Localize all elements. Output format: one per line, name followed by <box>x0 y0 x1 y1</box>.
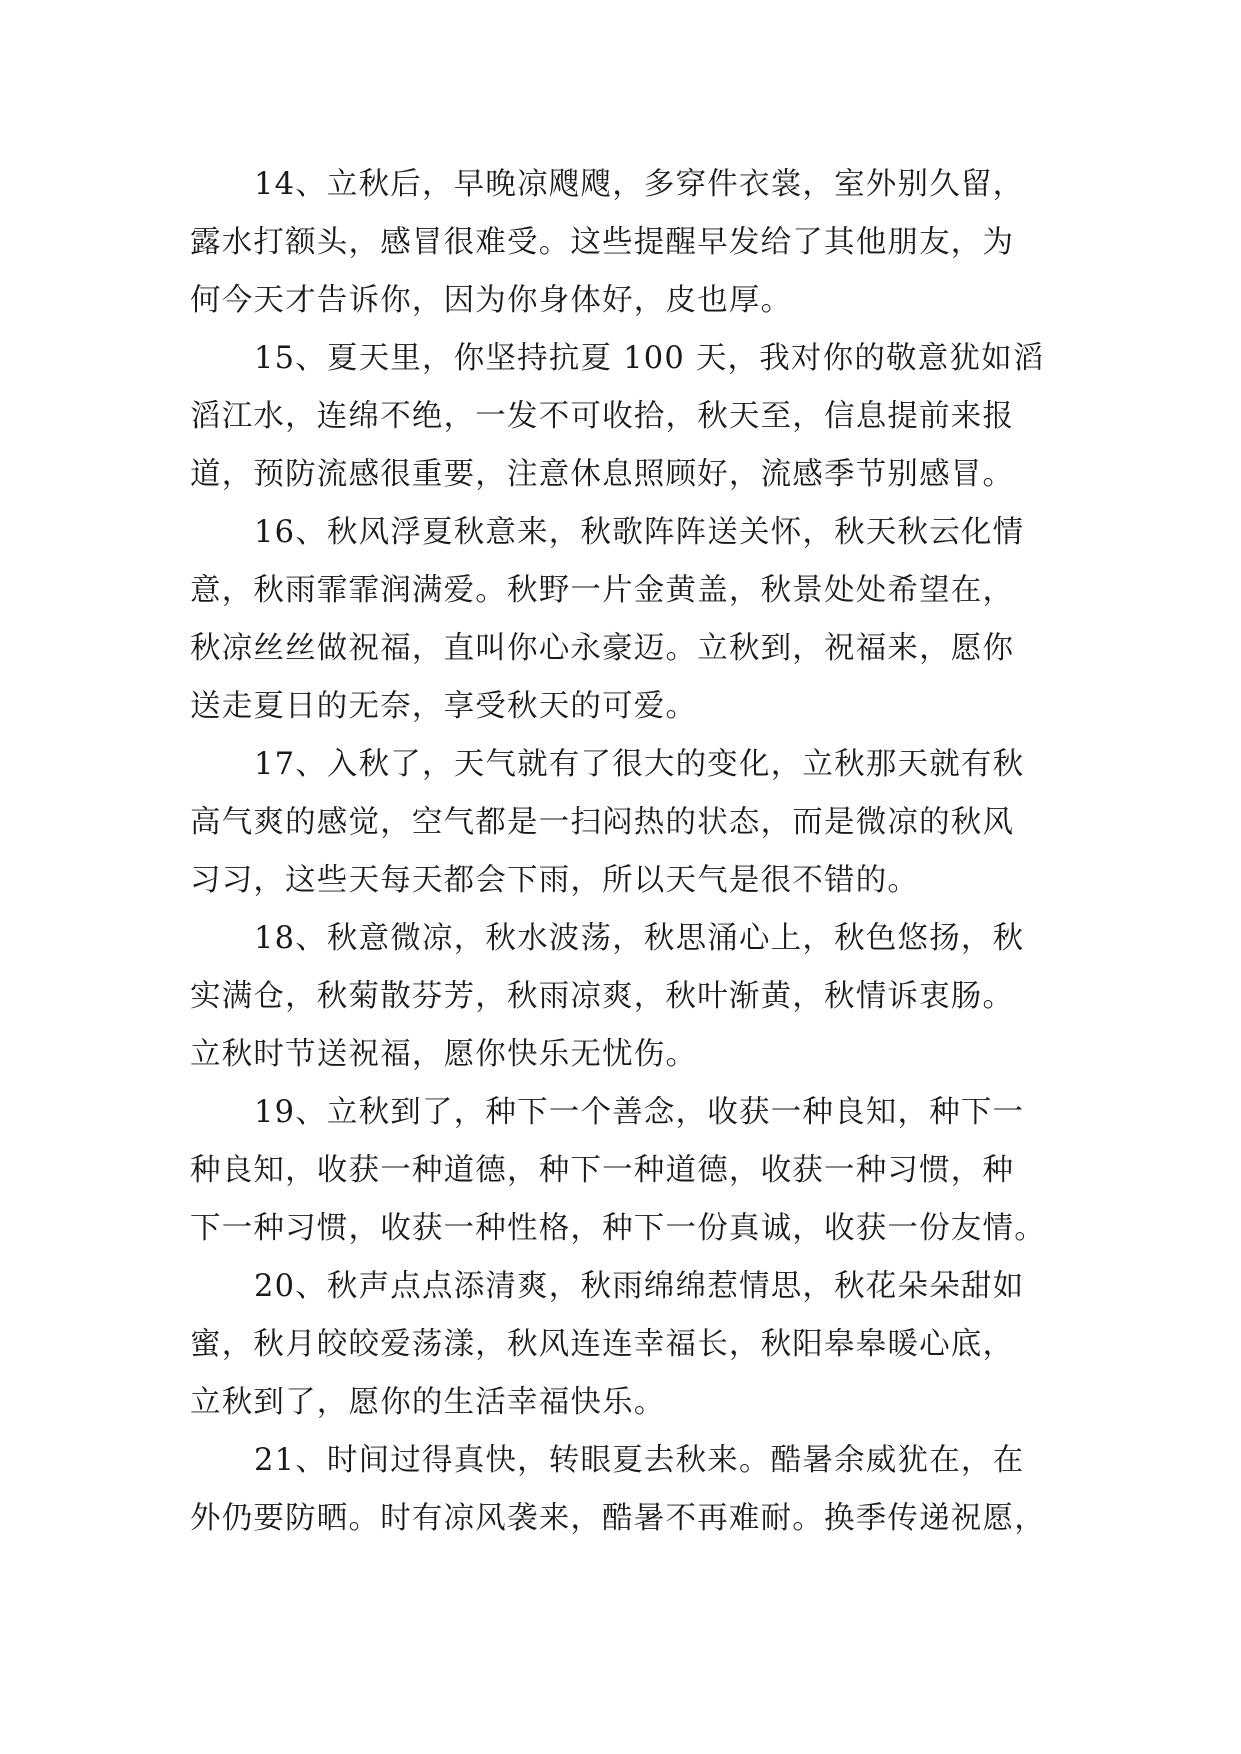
text-line: 18、秋意微凉，秋水波荡，秋思涌心上，秋色悠扬，秋 <box>254 921 1025 956</box>
text-line: 道，预防流感很重要，注意休息照顾好，流感季节别感冒。 <box>190 457 1015 492</box>
text-line: 15、夏天里，你坚持抗夏 100 天，我对你的敬意犹如滔 <box>254 341 1045 376</box>
text-line: 高气爽的感觉，空气都是一扫闷热的状态，而是微凉的秋风 <box>190 805 1015 840</box>
text-line: 滔江水，连绵不绝，一发不可收拾，秋天至，信息提前来报 <box>190 399 1015 434</box>
text-line: 习习，这些天每天都会下雨，所以天气是很不错的。 <box>190 863 920 898</box>
text-line: 秋凉丝丝做祝福，直叫你心永豪迈。立秋到，祝福来，愿你 <box>190 631 1015 666</box>
text-line: 何今天才告诉你，因为你身体好，皮也厚。 <box>190 283 793 318</box>
paragraph-19 <box>190 1084 1070 1258</box>
text-line: 蜜，秋月皎皎爱荡漾，秋风连连幸福长，秋阳皋皋暖心底， <box>190 1327 1015 1362</box>
text-line: 露水打额头，感冒很难受。这些提醒早发给了其他朋友，为 <box>190 225 1015 260</box>
text-line: 外仍要防晒。时有凉风袭来，酷暑不再难耐。换季传递祝愿， <box>190 1501 1046 1536</box>
document-body <box>190 156 1070 1548</box>
text-line: 21、时间过得真快，转眼夏去秋来。酷暑余威犹在，在 <box>254 1443 1025 1478</box>
text-line: 16、秋风浮夏秋意来，秋歌阵阵送关怀，秋天秋云化情 <box>254 515 1025 550</box>
text-line: 17、入秋了，天气就有了很大的变化，立秋那天就有秋 <box>254 747 1025 782</box>
text-line: 种良知，收获一种道德，种下一种道德，收获一种习惯，种 <box>190 1153 1015 1188</box>
paragraph-18 <box>190 910 1070 1084</box>
text-line: 20、秋声点点添清爽，秋雨绵绵惹情思，秋花朵朵甜如 <box>254 1269 1025 1304</box>
text-line: 19、立秋到了，种下一个善念，收获一种良知，种下一 <box>254 1095 1025 1130</box>
text-line: 实满仓，秋菊散芬芳，秋雨凉爽，秋叶渐黄，秋情诉衷肠。 <box>190 979 1015 1014</box>
text-line: 下一种习惯，收获一种性格，种下一份真诚，收获一份友情。 <box>190 1211 1046 1246</box>
paragraph-20 <box>190 1258 1070 1432</box>
text-line: 送走夏日的无奈，享受秋天的可爱。 <box>190 689 698 724</box>
text-line: 14、立秋后，早晚凉飕飕，多穿件衣裳，室外别久留， <box>254 167 1025 202</box>
text-line: 立秋到了，愿你的生活幸福快乐。 <box>190 1385 666 1420</box>
text-line: 立秋时节送祝福，愿你快乐无忧伤。 <box>190 1037 698 1072</box>
paragraph-17 <box>190 736 1070 910</box>
text-line: 意，秋雨霏霏润满爱。秋野一片金黄盖，秋景处处希望在， <box>190 573 1015 608</box>
paragraph-14 <box>190 156 1070 330</box>
paragraph-15 <box>190 330 1070 504</box>
paragraph-16 <box>190 504 1070 736</box>
paragraph-21 <box>190 1432 1070 1548</box>
